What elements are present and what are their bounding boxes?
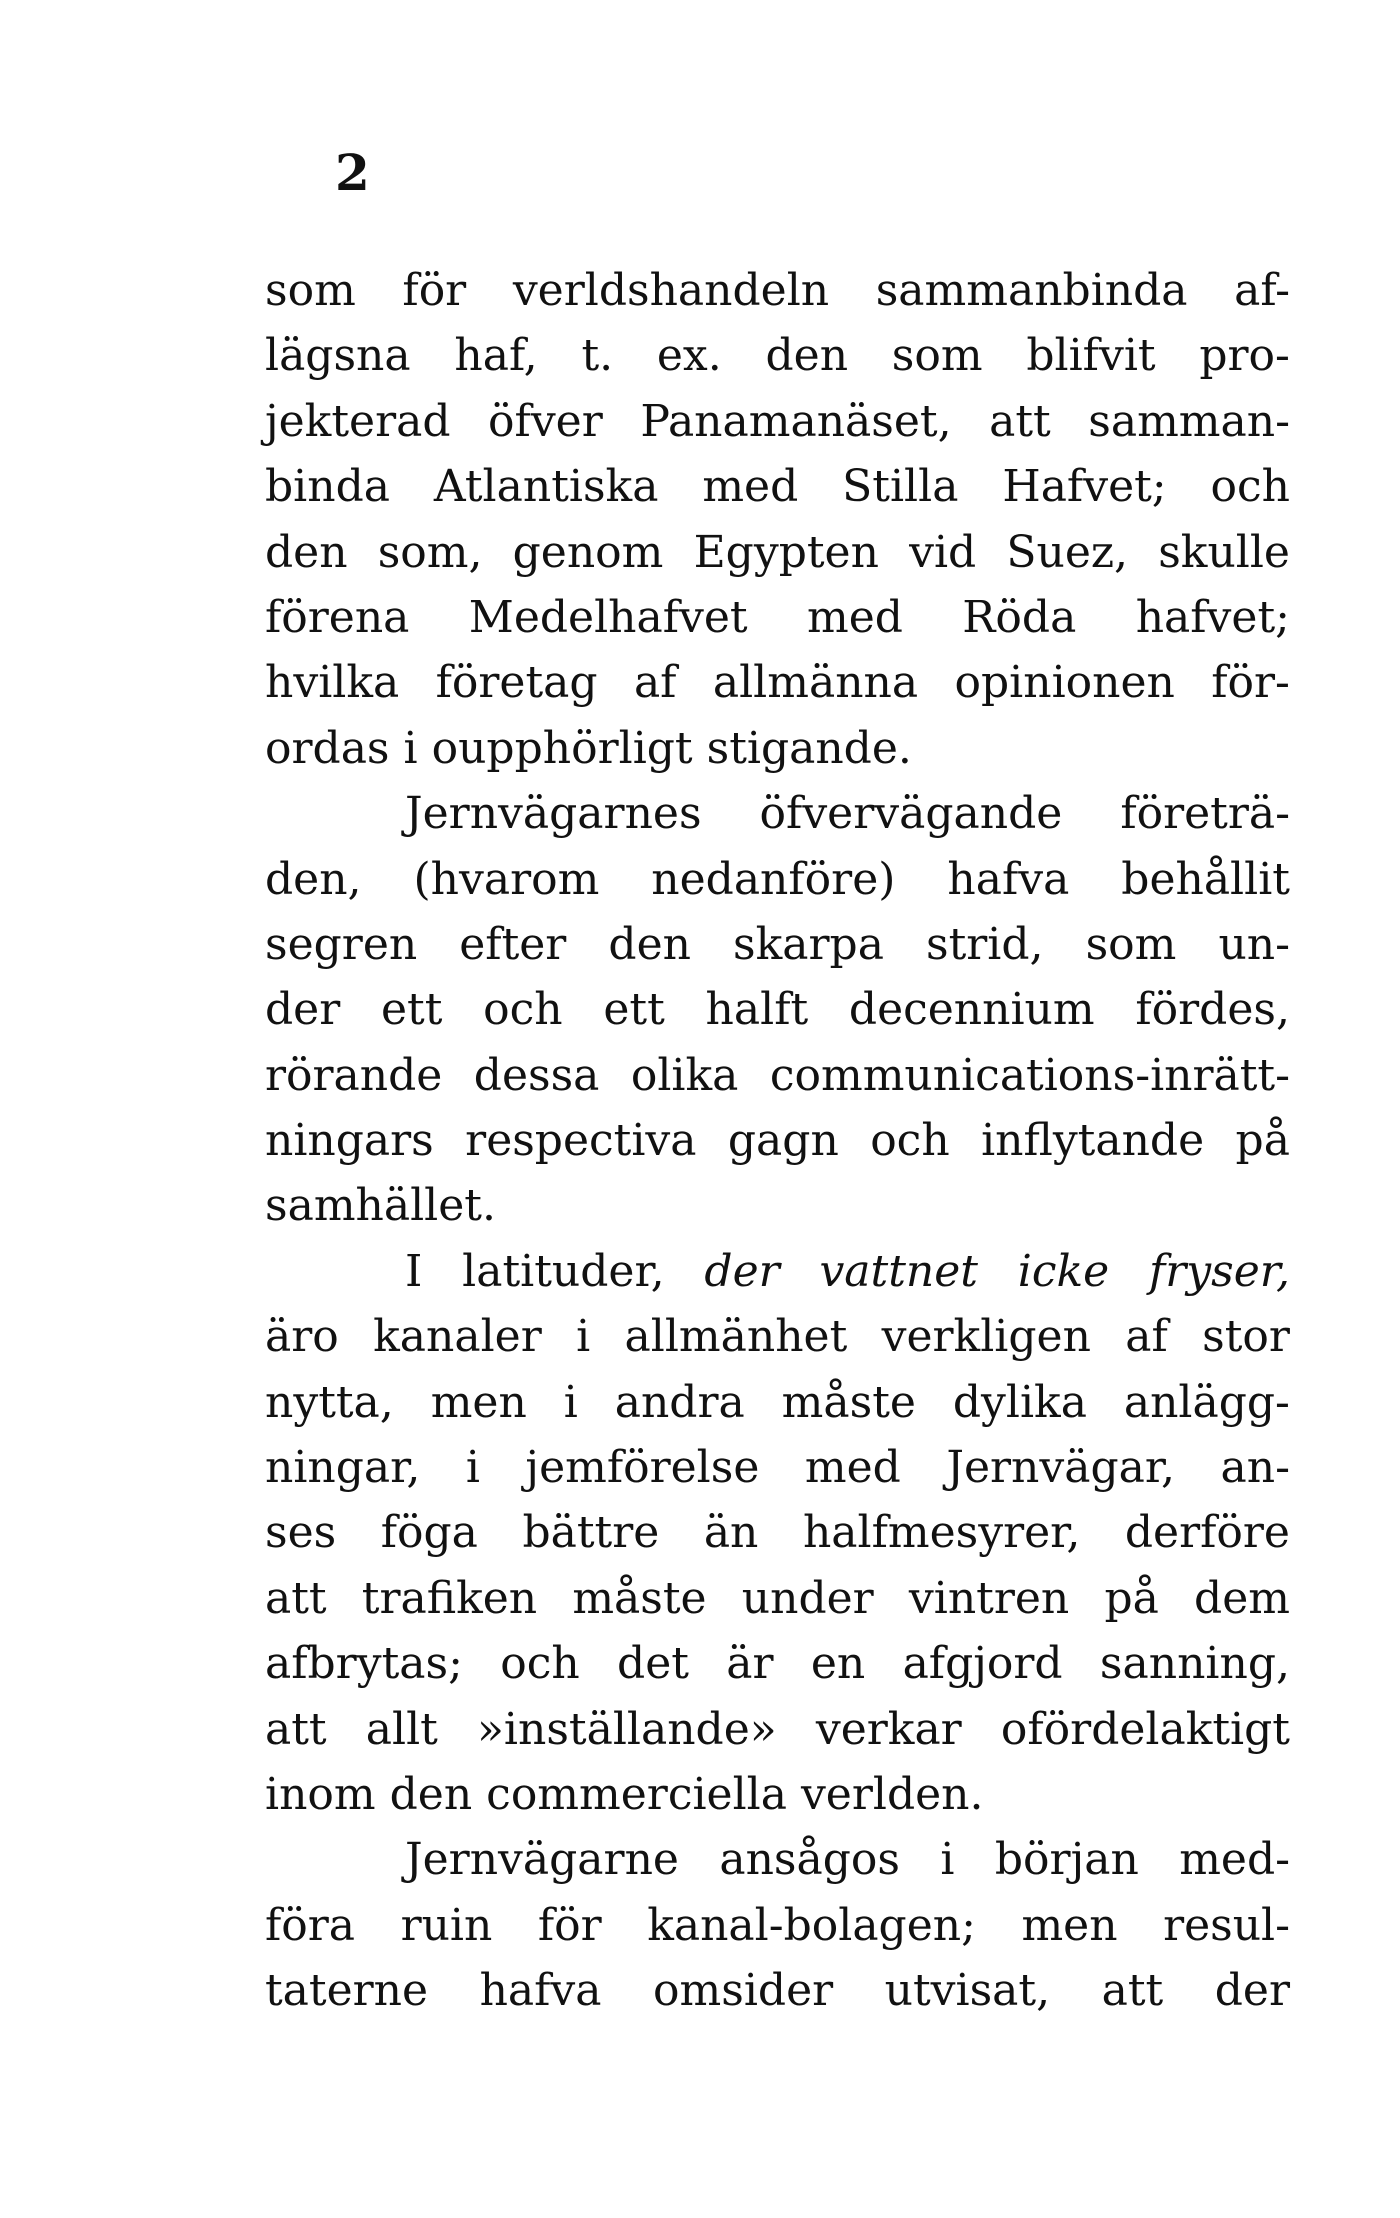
word: nytta, xyxy=(265,1376,394,1428)
word: allt xyxy=(365,1703,438,1755)
word: i xyxy=(563,1376,578,1428)
word: fryser, xyxy=(1148,1245,1290,1297)
word: ansågos xyxy=(719,1834,900,1886)
word: den xyxy=(608,918,691,970)
word: t. xyxy=(581,330,614,382)
word: att xyxy=(989,395,1051,447)
word: men xyxy=(430,1376,527,1428)
word: Stilla xyxy=(842,461,959,513)
word: omsider xyxy=(653,1965,834,2017)
word: skarpa xyxy=(733,918,884,970)
word: samhället. xyxy=(265,1180,496,1232)
word: som xyxy=(891,330,983,382)
text-line xyxy=(265,1043,1290,1108)
word: afgjord xyxy=(902,1638,1063,1690)
word: af xyxy=(1125,1311,1168,1363)
word: un- xyxy=(1218,918,1290,970)
word: der xyxy=(265,984,341,1036)
text-line xyxy=(265,650,1290,715)
text-line xyxy=(265,520,1290,585)
word: med- xyxy=(1179,1834,1290,1886)
text-line xyxy=(265,1697,1290,1762)
word: afbrytas; xyxy=(265,1638,463,1690)
word: och xyxy=(870,1115,950,1167)
word: an- xyxy=(1220,1442,1290,1494)
word: latituder, xyxy=(462,1245,665,1297)
word: måste xyxy=(781,1376,916,1428)
word: hafva xyxy=(479,1965,602,2017)
word: föra xyxy=(265,1899,356,1951)
word: på xyxy=(1104,1572,1159,1624)
word: nedanföre) xyxy=(651,853,896,905)
word: början xyxy=(994,1834,1139,1886)
word: kanaler xyxy=(373,1311,542,1363)
word: haf, xyxy=(454,330,538,382)
word: ruin xyxy=(400,1899,493,1951)
word: öfvervägande xyxy=(759,788,1063,840)
text-line xyxy=(265,1500,1290,1565)
word: och xyxy=(483,984,563,1036)
word: i xyxy=(403,722,418,774)
word: det xyxy=(617,1638,689,1690)
word: lägsna xyxy=(265,330,411,382)
word: under xyxy=(741,1572,874,1624)
word: den, xyxy=(265,853,362,905)
word: och xyxy=(500,1638,580,1690)
word: »inställande» xyxy=(477,1703,777,1755)
word: genom xyxy=(512,526,664,578)
word: sanning, xyxy=(1099,1638,1290,1690)
word: olika xyxy=(630,1049,739,1101)
word: allmänna xyxy=(712,657,919,709)
word: utvisat, xyxy=(884,1965,1051,2017)
word: Egypten xyxy=(693,526,879,578)
word: vattnet xyxy=(819,1245,978,1297)
word: för xyxy=(537,1899,602,1951)
word: oupphörligt xyxy=(431,722,693,774)
word: verldshandeln xyxy=(512,265,830,316)
word: vid xyxy=(909,526,977,578)
word: ordas xyxy=(265,722,390,774)
word: respectiva xyxy=(465,1115,697,1167)
word: skulle xyxy=(1158,526,1290,578)
word: anlägg- xyxy=(1123,1376,1290,1428)
word: resul- xyxy=(1163,1899,1290,1951)
text-line xyxy=(265,389,1290,454)
word: pro- xyxy=(1199,330,1290,382)
word: den xyxy=(389,1768,473,1820)
word: icke xyxy=(1017,1245,1110,1297)
word: segren xyxy=(265,918,418,970)
text-line xyxy=(265,977,1290,1042)
word: som, xyxy=(377,526,483,578)
word: af xyxy=(633,657,677,709)
word: ett xyxy=(603,984,665,1036)
word: ett xyxy=(381,984,443,1036)
word: dessa xyxy=(473,1049,600,1101)
word: ofördelaktigt xyxy=(1000,1703,1290,1755)
word: gagn xyxy=(727,1115,839,1167)
word: stor xyxy=(1202,1311,1290,1363)
word: för- xyxy=(1211,657,1290,709)
word: men xyxy=(1021,1899,1118,1951)
word: den xyxy=(765,330,849,382)
word: ningars xyxy=(265,1115,434,1167)
word: verlden. xyxy=(800,1768,984,1820)
text-line xyxy=(265,1827,1290,1892)
word: bättre xyxy=(522,1507,660,1559)
word: och xyxy=(1210,461,1290,513)
word: inom xyxy=(265,1768,376,1820)
word: strid, xyxy=(925,918,1044,970)
word: af- xyxy=(1234,265,1290,316)
text-line xyxy=(265,1893,1290,1958)
word: företag xyxy=(435,657,598,709)
word: halft xyxy=(705,984,809,1036)
page-number: 2 xyxy=(335,143,370,202)
word: commerciella xyxy=(486,1768,787,1820)
word: att xyxy=(265,1572,327,1624)
word: verkar xyxy=(815,1703,962,1755)
word: måste xyxy=(572,1572,707,1624)
word: Suez, xyxy=(1006,526,1129,578)
word: derföre xyxy=(1124,1507,1290,1559)
word: Panamanäset, xyxy=(640,395,952,447)
word: der xyxy=(1214,1965,1290,2017)
word: för xyxy=(402,265,467,316)
word: halfmesyrer, xyxy=(802,1507,1081,1559)
word: kanal-bolagen; xyxy=(647,1899,976,1951)
word: dylika xyxy=(952,1376,1087,1428)
word: stigande. xyxy=(706,722,912,774)
word: Hafvet; xyxy=(1002,461,1167,513)
word: dem xyxy=(1194,1572,1290,1624)
word: hafvet; xyxy=(1135,591,1290,643)
word: med xyxy=(804,1442,901,1494)
word: samman- xyxy=(1088,395,1290,447)
word: på xyxy=(1235,1115,1290,1167)
text-line xyxy=(265,258,1290,323)
word: i xyxy=(940,1834,955,1886)
word: sammanbinda xyxy=(875,265,1188,316)
word: att xyxy=(265,1703,327,1755)
word: som xyxy=(1085,918,1177,970)
text-line xyxy=(265,847,1290,912)
text-line xyxy=(265,1958,1290,2023)
word: fördes, xyxy=(1135,984,1290,1036)
word: i xyxy=(576,1311,591,1363)
word: andra xyxy=(614,1376,745,1428)
word: blifvit xyxy=(1026,330,1156,382)
text-line xyxy=(265,1631,1290,1696)
word: rörande xyxy=(265,1049,443,1101)
text-line xyxy=(265,1435,1290,1500)
word: en xyxy=(810,1638,866,1690)
word: Röda xyxy=(962,591,1077,643)
text-line xyxy=(265,781,1290,846)
word: med xyxy=(806,591,903,643)
word: efter xyxy=(459,918,567,970)
word: decennium xyxy=(848,984,1095,1036)
word: Jernvägar, xyxy=(946,1442,1176,1494)
word: ningar, xyxy=(265,1442,421,1494)
text-line xyxy=(265,1304,1290,1369)
word: jemförelse xyxy=(525,1442,760,1494)
word: Jernvägarne xyxy=(405,1834,679,1886)
word: i xyxy=(465,1442,480,1494)
word: trafiken xyxy=(361,1572,538,1624)
word: äro xyxy=(265,1311,339,1363)
word: taterne xyxy=(265,1965,429,2017)
word: ex. xyxy=(656,330,722,382)
word: behållit xyxy=(1121,853,1290,905)
word: communications-inrätt- xyxy=(769,1049,1290,1101)
word: företrä- xyxy=(1120,788,1290,840)
word: hvilka xyxy=(265,657,400,709)
word: hafva xyxy=(947,853,1070,905)
body-text xyxy=(265,258,1290,2024)
word: (hvarom xyxy=(413,853,600,905)
text-line xyxy=(265,1370,1290,1435)
text-line xyxy=(265,1173,1290,1238)
text-line xyxy=(265,912,1290,977)
word: I xyxy=(405,1245,423,1297)
word: med xyxy=(702,461,799,513)
word: förena xyxy=(265,591,410,643)
word: binda xyxy=(265,461,390,513)
text-line xyxy=(265,1566,1290,1631)
word: Atlantiska xyxy=(433,461,659,513)
text-line xyxy=(265,1762,1290,1827)
word: är xyxy=(726,1638,774,1690)
word: der xyxy=(704,1245,780,1297)
word: föga xyxy=(380,1507,478,1559)
word: verkligen xyxy=(881,1311,1091,1363)
text-line xyxy=(265,1239,1290,1304)
word: opinionen xyxy=(954,657,1175,709)
word: Jernvägarnes xyxy=(405,788,702,840)
word: vintren xyxy=(908,1572,1070,1624)
text-line xyxy=(265,716,1290,781)
word: öfver xyxy=(488,395,603,447)
text-line xyxy=(265,1108,1290,1173)
word: att xyxy=(1101,1965,1164,2017)
text-line xyxy=(265,454,1290,519)
word: som xyxy=(265,265,356,316)
text-line xyxy=(265,585,1290,650)
word: Medelhafvet xyxy=(468,591,748,643)
word: inflytande xyxy=(981,1115,1205,1167)
word: den xyxy=(265,526,348,578)
word: allmänhet xyxy=(624,1311,848,1363)
word: än xyxy=(703,1507,759,1559)
word: jekterad xyxy=(265,395,451,447)
word: ses xyxy=(265,1507,337,1559)
text-line xyxy=(265,323,1290,388)
